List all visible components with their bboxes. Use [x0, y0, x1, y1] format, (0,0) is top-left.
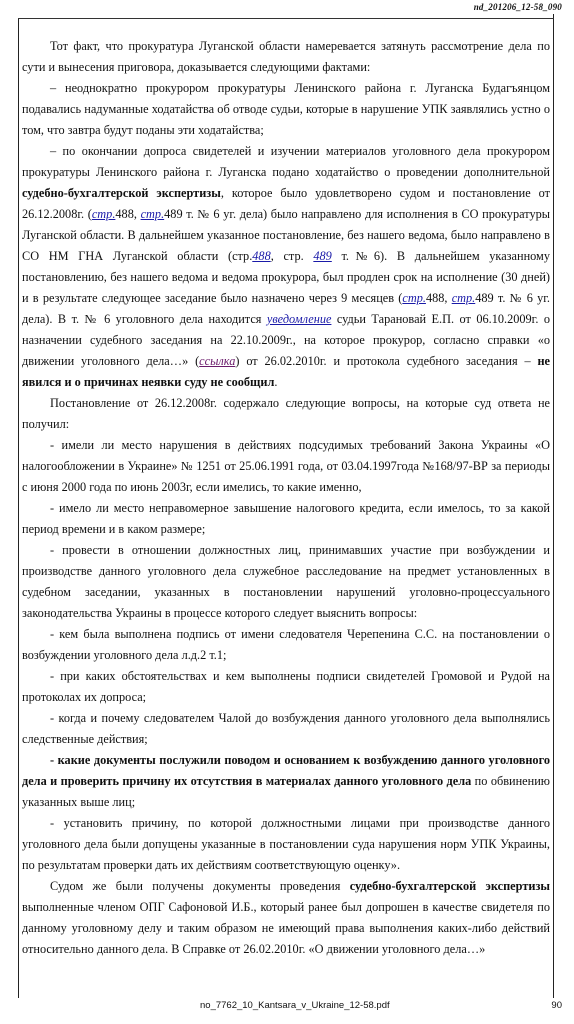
text-run: . [274, 375, 278, 389]
paragraph: – неоднократно прокурором прокуратуры Ленинского района г. Луганска Будагъянцом подавались надуманные ходатайства об отводе судьи, которые в нарушение УПК заявлялись устно о том, что завтра будут поданы эти ходатайства; [22, 81, 550, 137]
footer-filename: no_7762_10_Kantsara_v_Ukraine_12-58.pdf [200, 1000, 390, 1011]
bold-text: судебно-бухгалтерской экспертизы [349, 879, 550, 893]
page-link[interactable]: 488 [252, 249, 271, 263]
paragraph: - установить причину, по которой должностными лицами при производстве данного уголовного дела были допущены указанные в постановлении суда нарушения норм УПК Украины, по результатам проверки дать их действиям соответствующую оценку». [22, 816, 550, 872]
bold-text: - какие документы послужили поводом и основанием к возбуждению данного уголовного дела и проверить причину их отсутствия в материалах данного уголовного дела [22, 753, 550, 788]
page-link[interactable]: стр. [91, 207, 116, 221]
paragraph: Тот факт, что прокуратура Луганской области намеревается затянуть рассмотрение дела по сути и вынесения приговора, доказывается следующими фактами: [22, 39, 550, 74]
text-run: судьи Тарановай Е.П. от 06.10.2009г. о назначении судебного заседания на 22.10.2009г., на которое прокурор, согласно справки «о движении уголовного дела…» ( [22, 312, 550, 368]
notice-link[interactable]: уведомление [266, 312, 332, 326]
text-run: 489 т. № 6 уг. дела). В т. № 6 уголовного дела находится [22, 291, 551, 326]
bold-text: судебно-бухгалтерской экспертизы [22, 186, 221, 200]
page-link[interactable]: стр. [451, 291, 476, 305]
text-run: выполненные членом ОПГ Сафоновой И.Б., который ранее был допрошен в качестве свидетеля по данному уголовному делу и таким образом не имеющий права выполнения каких-либо действий относительно данного дела. В Справке от 26.02.2010г. «О движении уголовного дела…» [22, 900, 550, 956]
paragraph: Постановление от 26.12.2008г. содержало следующие вопросы, на которые суд ответа не получил: [22, 396, 550, 431]
text-run: – по окончании допроса свидетелей и изучении материалов уголовного дела прокурором прокуратуры Ленинского района г. Луганска подано ходатайство о проведении дополнительной [22, 144, 550, 179]
text-run: 488, [115, 207, 141, 221]
page-link[interactable]: стр. [402, 291, 426, 305]
right-margin-rule [553, 14, 554, 998]
page-link[interactable]: 489 [313, 249, 332, 263]
text-run: , стр. [270, 249, 314, 263]
text-run: , которое было удовлетворено судом и постановление от 26.12.2008г. ( [22, 186, 550, 221]
paragraph: - кем была выполнена подпись от имени следователя Черепенина С.С. на постановлении о возбуждении уголовного дела л.д.2 т.1; [22, 627, 550, 662]
page-link[interactable]: стр. [140, 207, 165, 221]
text-run: т.№6). В дальнейшем указанному постановлению, без нашего ведома и ведома прокурора, был продлен срок на исполнение (30 дней) и в результате следующее заседание было назначено через 9 месяцев ( [22, 249, 550, 305]
paragraph: - провести в отношении должностных лиц, принимавших участие при возбуждении и производстве данного уголовного дела служебное расследование на предмет установленных в судебном заседании, указанных в постановлении нарушений уголовно-процессуального законодательства Украины в процессе которого следует выяснить вопросы: [22, 543, 550, 620]
text-run: 488, [425, 291, 452, 305]
left-margin-rule [18, 18, 19, 998]
bold-text: не явился и о причинах неявки суду не сообщил [22, 354, 551, 389]
paragraph [22, 750, 550, 813]
paragraph [22, 876, 550, 960]
document-body [22, 36, 550, 960]
paragraph: - имели ли место нарушения в действиях подсудимых требований Закона Украины «О налогообложении в Украине» № 1251 от 25.06.1991 года, от 03.04.1997года №168/97-ВР за периоды с июня 2000 года по июнь 2003г, если имелись, то какие именно, [22, 438, 550, 494]
paragraph: - при каких обстоятельствах и кем выполнены подписи свидетелей Громовой и Рудой на протоколах их допроса; [22, 669, 550, 704]
text-run: 489 т. № 6 уг. дела) было направлено для исполнения в СО прокуратуры Луганской области. В дальнейшем указанное постановление, без нашего ведома, было направлено в СО НМ ГНА Луганской области (стр. [22, 207, 551, 263]
text-run: по обвинению указанных выше лиц; [22, 774, 550, 809]
text-run: ) от 26.02.2010г. и протокола судебного заседания – [235, 354, 538, 368]
top-margin-rule [18, 18, 554, 19]
paragraph [22, 141, 550, 393]
document-code: nd_201206_12-58_090 [473, 2, 562, 12]
text-run: Судом же были получены документы проведения [50, 879, 350, 893]
paragraph: - когда и почему следователем Чалой до возбуждения данного уголовного дела выполнялись следственные действия; [22, 711, 550, 746]
paragraph: - имело ли место неправомерное завышение налогового кредита, если имелось, то за какой период времени и в каком размере; [22, 501, 550, 536]
reference-link[interactable]: ссылка [199, 354, 236, 368]
page-number: 90 [551, 1000, 562, 1011]
